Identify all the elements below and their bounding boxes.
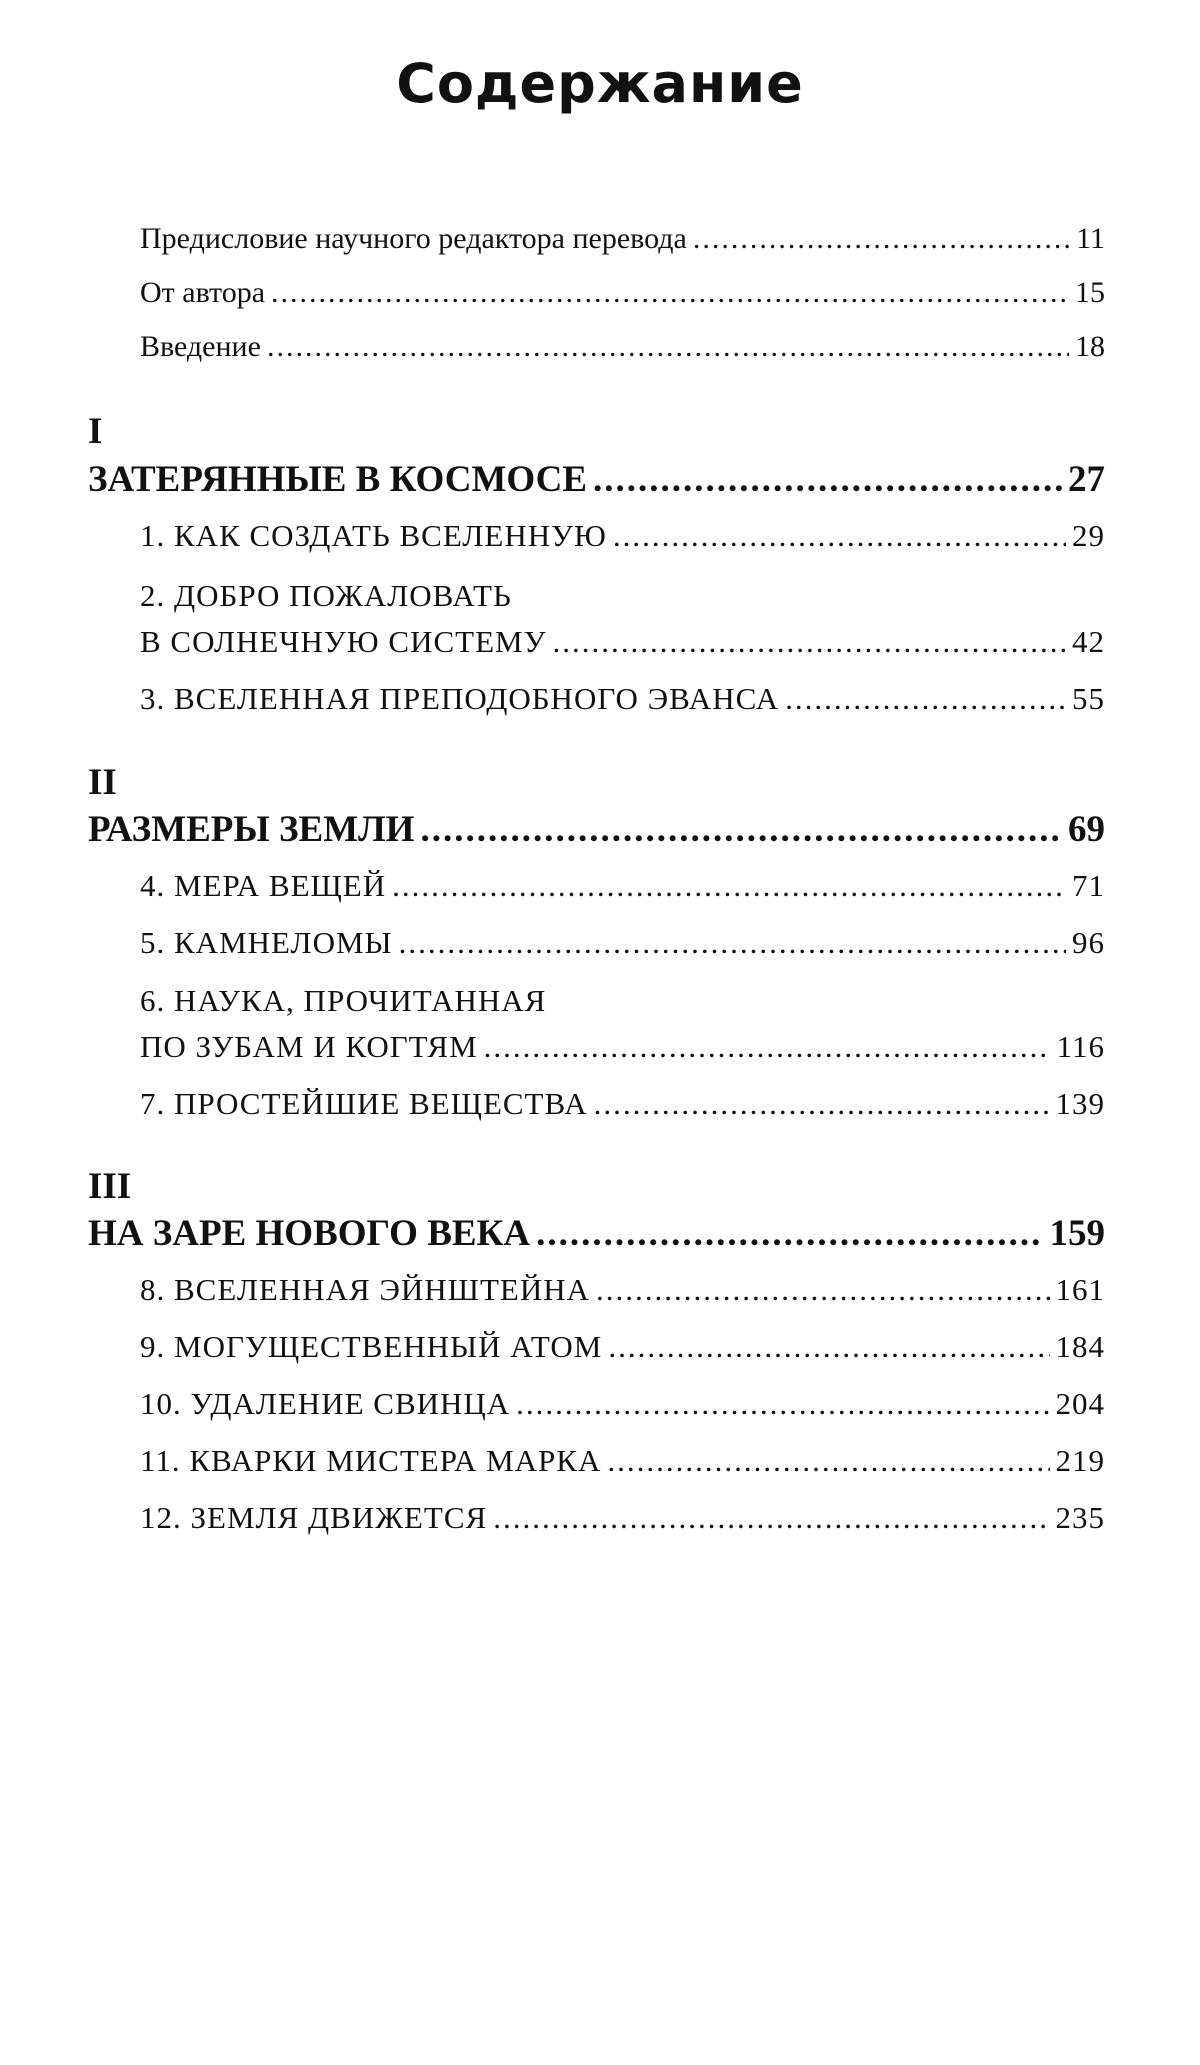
toc-entry-page: 15	[1075, 276, 1105, 309]
toc-chapter[interactable]	[140, 624, 1105, 660]
dot-leader	[594, 1086, 1050, 1122]
toc-entry-page: 11	[1076, 222, 1105, 255]
toc-entry-preface[interactable]	[140, 222, 1105, 256]
chapter-page: 116	[1056, 1029, 1105, 1064]
chapter-label: 12. ЗЕМЛЯ ДВИЖЕТСЯ	[140, 1500, 488, 1535]
chapter-label: 7. ПРОСТЕЙШИЕ ВЕЩЕСТВА	[140, 1086, 588, 1121]
chapter-label: 5. КАМНЕЛОМЫ	[140, 925, 393, 960]
chapter-label: 8. ВСЕЛЕННАЯ ЭЙНШТЕЙНА	[140, 1272, 590, 1307]
dot-leader	[267, 330, 1069, 364]
dot-leader	[593, 458, 1062, 501]
toc-entry-introduction[interactable]	[140, 330, 1105, 364]
dot-leader	[493, 1500, 1049, 1536]
part-page: 69	[1068, 809, 1105, 850]
chapter-label: 3. ВСЕЛЕННАЯ ПРЕПОДОБНОГО ЭВАНСА	[140, 681, 780, 716]
toc-chapter[interactable]	[140, 518, 1105, 554]
toc-chapter[interactable]	[140, 1329, 1105, 1365]
dot-leader	[785, 681, 1066, 717]
toc-entry-page: 18	[1075, 330, 1105, 363]
dot-leader	[607, 1443, 1049, 1479]
chapter-page: 184	[1055, 1329, 1105, 1364]
toc-chapter[interactable]	[140, 1443, 1105, 1479]
dot-leader	[553, 624, 1066, 660]
dot-leader	[392, 868, 1066, 904]
dot-leader	[693, 222, 1070, 256]
dot-leader	[399, 925, 1066, 961]
chapter-label: 9. МОГУЩЕСТВЕННЫЙ АТОМ	[140, 1329, 603, 1364]
dot-leader	[420, 808, 1062, 851]
chapter-label-line1[interactable]: 6. НАУКА, ПРОЧИТАННАЯ	[140, 983, 547, 1018]
part-number: I	[88, 411, 103, 452]
chapter-label: В СОЛНЕЧНУЮ СИСТЕМУ	[140, 624, 547, 659]
toc-chapter[interactable]	[140, 925, 1105, 961]
part-page: 27	[1068, 459, 1105, 500]
toc-chapter[interactable]	[140, 1086, 1105, 1122]
toc-chapter[interactable]	[140, 1500, 1105, 1536]
toc-part-heading[interactable]	[88, 1212, 1105, 1255]
chapter-page: 42	[1072, 624, 1105, 659]
chapter-label: 10. УДАЛЕНИЕ СВИНЦА	[140, 1386, 511, 1421]
chapter-label: ПО ЗУБАМ И КОГТЯМ	[140, 1029, 478, 1064]
dot-leader	[608, 1329, 1049, 1365]
chapter-page: 204	[1055, 1386, 1105, 1421]
part-title: РАЗМЕРЫ ЗЕМЛИ	[88, 809, 415, 850]
toc-chapter[interactable]	[140, 681, 1105, 717]
chapter-label-line1[interactable]: 2. ДОБРО ПОЖАЛОВАТЬ	[140, 578, 512, 613]
part-title: НА ЗАРЕ НОВОГО ВЕКА	[88, 1213, 531, 1254]
dot-leader	[536, 1212, 1043, 1255]
toc-entry-label: Предисловие научного редактора перевода	[140, 222, 687, 255]
chapter-page: 161	[1055, 1272, 1105, 1307]
part-number: II	[88, 762, 117, 803]
toc-part-heading[interactable]	[88, 458, 1105, 501]
chapter-label: 11. КВАРКИ МИСТЕРА МАРКА	[140, 1443, 602, 1478]
part-title: ЗАТЕРЯННЫЕ В КОСМОСЕ	[88, 459, 587, 500]
toc-entry-label: От автора	[140, 276, 266, 309]
dot-leader	[271, 276, 1069, 310]
chapter-page: 235	[1055, 1500, 1105, 1535]
chapter-page: 71	[1072, 868, 1105, 903]
dot-leader	[613, 518, 1066, 554]
toc-chapter[interactable]	[140, 868, 1105, 904]
toc-chapter[interactable]	[140, 1029, 1105, 1065]
page-title: Содержание	[396, 52, 804, 115]
dot-leader	[484, 1029, 1051, 1065]
dot-leader	[516, 1386, 1049, 1422]
toc-part-heading[interactable]	[88, 808, 1105, 851]
chapter-label: 1. КАК СОЗДАТЬ ВСЕЛЕННУЮ	[140, 518, 607, 553]
chapter-label: 4. МЕРА ВЕЩЕЙ	[140, 868, 387, 903]
toc-entry-from-author[interactable]	[140, 276, 1105, 310]
toc-chapter[interactable]	[140, 1386, 1105, 1422]
chapter-page: 219	[1055, 1443, 1105, 1478]
chapter-page: 29	[1072, 518, 1105, 553]
part-page: 159	[1049, 1213, 1105, 1254]
chapter-page: 139	[1055, 1086, 1105, 1121]
toc-entry-label: Введение	[140, 330, 261, 363]
toc-chapter[interactable]	[140, 1272, 1105, 1308]
chapter-page: 55	[1072, 681, 1105, 716]
part-number: III	[88, 1166, 132, 1207]
dot-leader	[596, 1272, 1050, 1308]
chapter-page: 96	[1072, 925, 1105, 960]
